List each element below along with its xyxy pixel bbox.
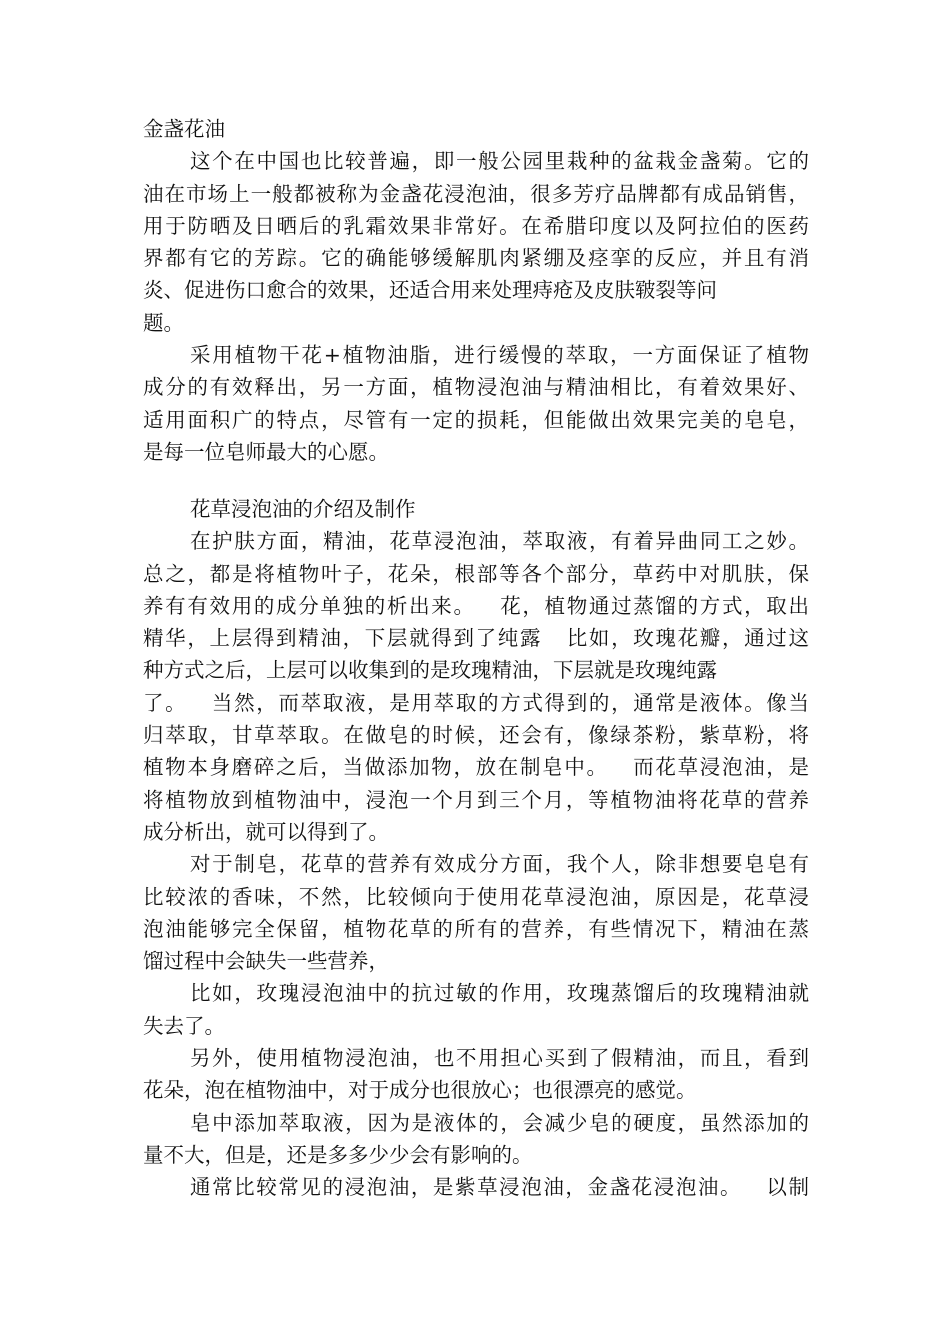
section-title: 金盏花油 xyxy=(143,117,225,141)
text-line: 植物本身磨碎之后，当做添加物，放在制皂中。 而花草浸泡油，是 xyxy=(143,755,809,780)
text-line: 泡油能够完全保留，植物花草的所有的营养，有些情况下，精油在蒸 xyxy=(143,916,809,941)
text-line: 采用植物干花+植物油脂，进行缓慢的萃取，一方面保证了植物 xyxy=(190,343,809,368)
text-line: 成分的有效释出，另一方面，植物浸泡油与精油相比，有着效果好、 xyxy=(143,375,809,400)
paragraph xyxy=(143,848,809,977)
text-line: 精华，上层得到精油，下层就得到了纯露 比如，玫瑰花瓣，通过这 xyxy=(143,626,809,651)
text-line: 花朵，泡在植物油中，对于成分也很放心；也很漂亮的感觉。 xyxy=(143,1078,697,1103)
text-line: 皂中添加萃取液，因为是液体的，会减少皂的硬度，虽然添加的 xyxy=(190,1110,809,1135)
text-line: 油在市场上一般都被称为金盏花浸泡油，很多芳疗品牌都有成品销售， xyxy=(143,181,809,206)
text-line: 种方式之后，上层可以收集到的是玫瑰精油，下层就是玫瑰纯露 xyxy=(143,658,717,683)
text-line: 对于制皂，花草的营养有效成分方面，我个人，除非想要皂皂有 xyxy=(190,852,809,877)
text-line: 比较浓的香味，不然，比较倾向于使用花草浸泡油，原因是，花草浸 xyxy=(143,884,809,909)
text-line: 比如，玫瑰浸泡油中的抗过敏的作用，玫瑰蒸馏后的玫瑰精油就 xyxy=(190,981,809,1006)
text-line: 将植物放到植物油中，浸泡一个月到三个月，等植物油将花草的营养 xyxy=(143,787,809,812)
paragraph xyxy=(143,1107,809,1172)
text-line: 题。 xyxy=(143,310,184,335)
section-title: 花草浸泡油的介绍及制作 xyxy=(190,497,416,521)
text-line: 界都有它的芳踪。它的确能够缓解肌肉紧绷及痉挛的反应，并且有消 xyxy=(143,246,809,271)
text-line: 养有有效用的成分单独的析出来。 花，植物通过蒸馏的方式，取出 xyxy=(143,593,809,618)
text-line: 通常比较常见的浸泡油，是紫草浸泡油，金盏花浸泡油。 以制 xyxy=(190,1175,809,1200)
text-line: 适用面积广的特点，尽管有一定的损耗，但能做出效果完美的皂皂， xyxy=(143,407,809,432)
paragraph xyxy=(143,977,809,1042)
text-line: 量不大，但是，还是多多少少会有影响的。 xyxy=(143,1142,533,1167)
text-line: 用于防晒及日晒后的乳霜效果非常好。在希腊印度以及阿拉伯的医药 xyxy=(143,213,809,238)
text-line: 炎、促进伤口愈合的效果，还适合用来处理痔疮及皮肤皲裂等问 xyxy=(143,278,717,303)
section-herbal-infused-oil xyxy=(143,493,809,1204)
paragraph xyxy=(143,525,809,848)
paragraph xyxy=(143,339,809,468)
text-line: 是每一位皂师最大的心愿。 xyxy=(143,439,389,464)
text-line: 另外，使用植物浸泡油，也不用担心买到了假精油，而且，看到 xyxy=(190,1046,809,1071)
paragraph xyxy=(143,1042,809,1107)
text-line: 了。 当然，而萃取液，是用萃取的方式得到的，通常是液体。像当 xyxy=(143,690,809,715)
section-calendula-oil xyxy=(143,113,809,468)
text-line: 成分析出，就可以得到了。 xyxy=(143,819,389,844)
text-line: 失去了。 xyxy=(143,1013,225,1038)
text-line: 总之，都是将植物叶子，花朵，根部等各个部分，草药中对肌肤，保 xyxy=(143,561,809,586)
text-line: 在护肤方面，精油，花草浸泡油，萃取液，有着异曲同工之妙。 xyxy=(190,529,809,554)
paragraph xyxy=(143,145,809,339)
text-line: 归萃取，甘草萃取。在做皂的时候，还会有，像绿茶粉，紫草粉，将 xyxy=(143,723,809,748)
paragraph xyxy=(143,1171,809,1203)
text-line: 这个在中国也比较普遍，即一般公园里栽种的盆栽金盏菊。它的 xyxy=(190,149,809,174)
text-line: 馏过程中会缺失一些营养， xyxy=(143,949,389,974)
